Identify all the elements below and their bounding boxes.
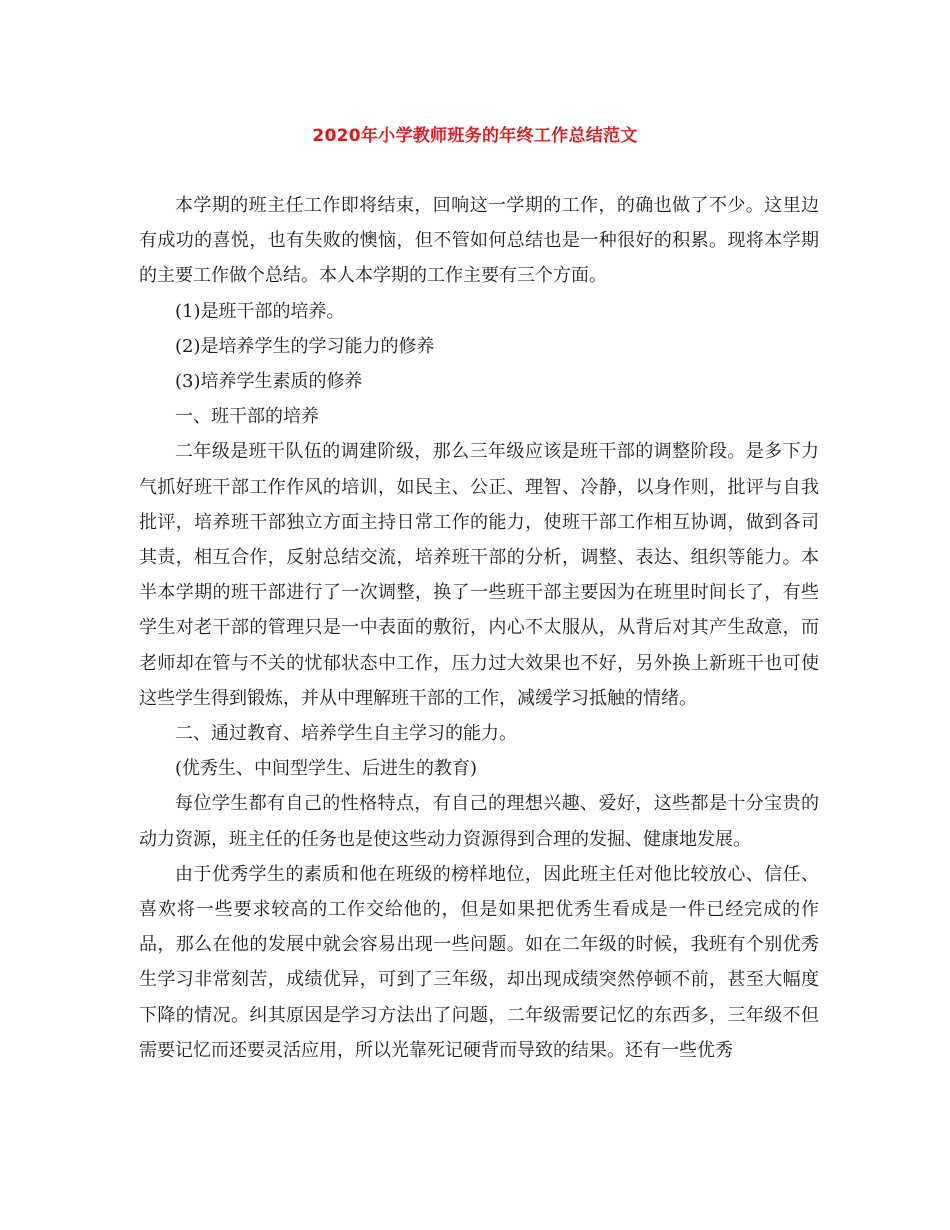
list-item-1: (1)是班干部的培养。 bbox=[175, 300, 345, 322]
paragraph-section-2a: 每位学生都有自己的性格特点，有自己的理想兴趣、爱好，这些都是十分宝贵的动力资源，班主任的任务也是使这些动力资源得到合理的发掘、健康地发展。 bbox=[139, 793, 819, 850]
section-subheading: (优秀生、中间型学生、后进生的教育) bbox=[175, 758, 478, 780]
paragraph-section-2b: 由于优秀学生的素质和他在班级的榜样地位，因此班主任对他比较放心、信任、喜欢将一些要求较高的工作交给他的，但是如果把优秀生看成是一件已经完成的作品，那么在他的发展中就会容易出现一些问题。如在二年级的时候，我班有个别优秀生学习非常刻苦，成绩优异，可到了三年级，却出现成绩突然停顿不前，甚至大幅度下降的情况。纠其原因是学习方法出了问题，二年级需要记忆的东西多，三年级不但需要记忆而还要灵活应用，所以光靠死记硬背而导致的结果。还有一些优秀 bbox=[139, 863, 819, 1061]
paragraph-section-1: 二年级是班干队伍的调建阶级，那么三年级应该是班干部的调整阶段。是多下力气抓好班干部工作作风的培训，如民主、公正、理智、冷静，以身作则，批评与自我批评，培养班干部独立方面主持日常工作的能力，使班干部工作相互协调，做到各司其责，相互合作，反射总结交流，培养班干部的分析，调整、表达、组织等能力。本半本学期的班干部进行了一次调整，换了一些班干部主要因为在班里时间长了，有些学生对老干部的管理只是一中表面的敷衍，内心不太服从，从背后对其产生敌意，而老师却在管与不关的忧郁状态中工作，压力过大效果也不好，另外换上新班干也可使这些学生得到锻炼，并从中理解班干部的工作，减缓学习抵触的情绪。 bbox=[139, 441, 819, 709]
paragraph-intro: 本学期的班主任工作即将结束，回响这一学期的工作，的确也做了不少。这里边有成功的喜悦，也有失败的懊恼，但不管如何总结也是一种很好的积累。现将本学期的主要工作做个总结。本人本学期的工作主要有三个方面。 bbox=[139, 195, 819, 287]
section-heading-2: 二、通过教育、培养学生自主学习的能力。 bbox=[175, 723, 517, 745]
document-body bbox=[139, 188, 819, 1068]
section-heading-1: 一、班干部的培养 bbox=[175, 406, 319, 428]
list-item-3: (3)培养学生素质的修养 bbox=[175, 371, 363, 393]
list-item-2: (2)是培养学生的学习能力的修养 bbox=[175, 335, 435, 357]
document-title: 2020年小学教师班务的年终工作总结范文 bbox=[312, 126, 638, 146]
